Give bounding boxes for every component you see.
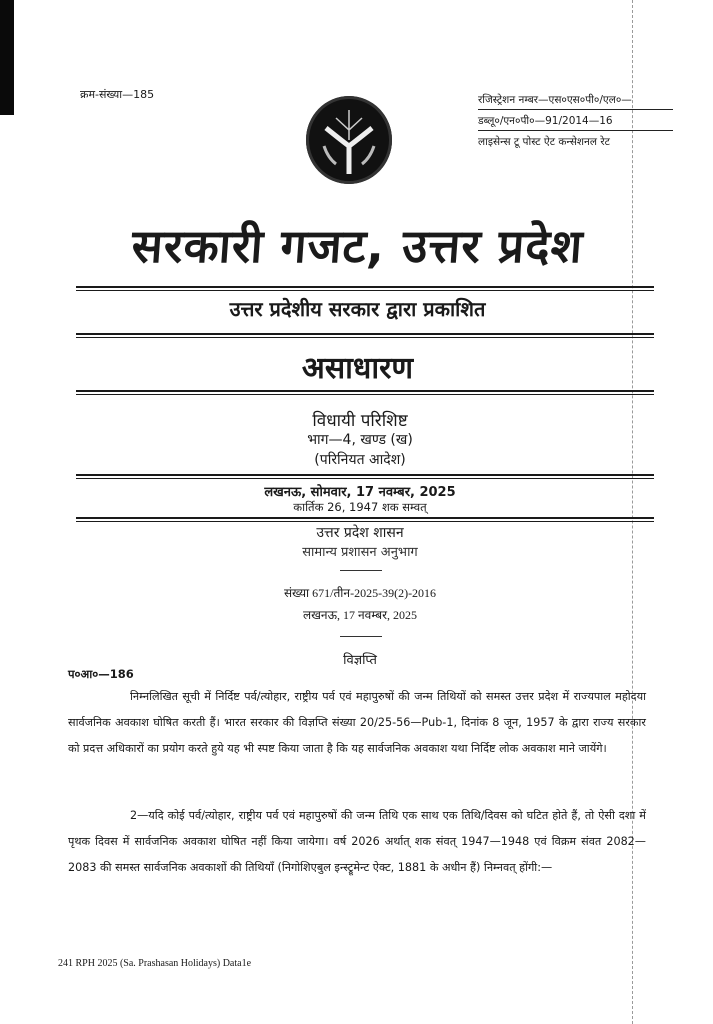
gazette-subtitle: उत्तर प्रदेशीय सरकार द्वारा प्रकाशित: [229, 297, 486, 321]
edition-label: असाधारण: [301, 351, 414, 386]
print-code: 241 RPH 2025 (Sa. Prashasan Holidays) Data1e: [58, 958, 252, 969]
short-divider: [340, 570, 382, 571]
order-number: संख्या 671/तीन-2025-39(2)-2016: [283, 586, 437, 600]
divider: [76, 517, 654, 522]
reference-number: प०आ०—186: [68, 667, 134, 681]
saka-date: कार्तिक 26, 1947 शक सम्वत्: [293, 500, 427, 514]
registration-number-cont: डब्लू०/एन०पी०—91/2014—16: [478, 115, 673, 131]
notice-title: विज्ञप्ति: [343, 653, 377, 668]
divider: [76, 286, 654, 291]
publication-dateline: लखनऊ, सोमवार, 17 नवम्बर, 2025: [264, 485, 456, 500]
postal-license: लाइसेन्स टू पोस्ट ऐट कन्सेशनल रेट: [478, 136, 610, 148]
scan-edge: [0, 0, 14, 115]
department-name: सामान्य प्रशासन अनुभाग: [302, 545, 418, 560]
state-emblem-icon: [306, 96, 392, 184]
gazette-title: सरकारी गजट, उत्तर प्रदेश: [129, 219, 586, 273]
paragraph-2-text: 2—यदि कोई पर्व/त्योहार, राष्ट्रीय पर्व एवं महापुरुषों की जन्म तिथि एक साथ एक तिथि/दिवस को घटित होते हैं, तो ऐसी दशा में पृथक दिवस में सार्वजनिक अवकाश घोषित नहीं किया जायेगा। वर्ष 2026 अर्थात् शक संवत् 1947—1948 एवं विक्रम संवत 2082—2083 की समस्त सार्वजनिक अवकाशों की तिथियाँ (निगोशिएबुल इन्स्ट्रूमेन्ट ऐक्ट, 1881 के अधीन हैं) निम्नवत् होंगी:—: [68, 809, 646, 874]
paragraph-2: [68, 803, 646, 881]
short-divider: [340, 636, 382, 637]
order-type: (परिनियत आदेश): [314, 452, 406, 468]
paragraph-1: [68, 684, 646, 762]
part-section: भाग—4, खण्ड (ख): [307, 432, 413, 448]
divider: [76, 333, 654, 338]
registration-number: रजिस्ट्रेशन नम्बर—एस०एस०पी०/एल०—: [478, 94, 673, 110]
government-name: उत्तर प्रदेश शासन: [316, 525, 404, 541]
registration-block: [478, 94, 673, 156]
serial-number: क्रम-संख्या—185: [80, 88, 155, 101]
order-date: लखनऊ, 17 नवम्बर, 2025: [302, 608, 418, 622]
divider: [76, 474, 654, 479]
supplement-title: विधायी परिशिष्ट: [312, 411, 408, 431]
paragraph-1-text: निम्नलिखित सूची में निर्दिष्ट पर्व/त्योहार, राष्ट्रीय पर्व एवं महापुरुषों की जन्म तिथियों को समस्त उत्तर प्रदेश में राज्यपाल महोदया सार्वजनिक अवकाश घोषित करती हैं। भारत सरकार की विज्ञप्ति संख्या 20/25-56—Pub-1, दिनांक 8 जून, 1957 के द्वारा राज्य सरकार को प्रदत्त अधिकारों का प्रयोग करते हुये यह भी स्पष्ट किया जाता है कि यह सार्वजनिक अवकाश यथा निर्दिष्ट लोक अवकाश माने जायेंगे।: [68, 690, 646, 755]
divider: [76, 390, 654, 395]
